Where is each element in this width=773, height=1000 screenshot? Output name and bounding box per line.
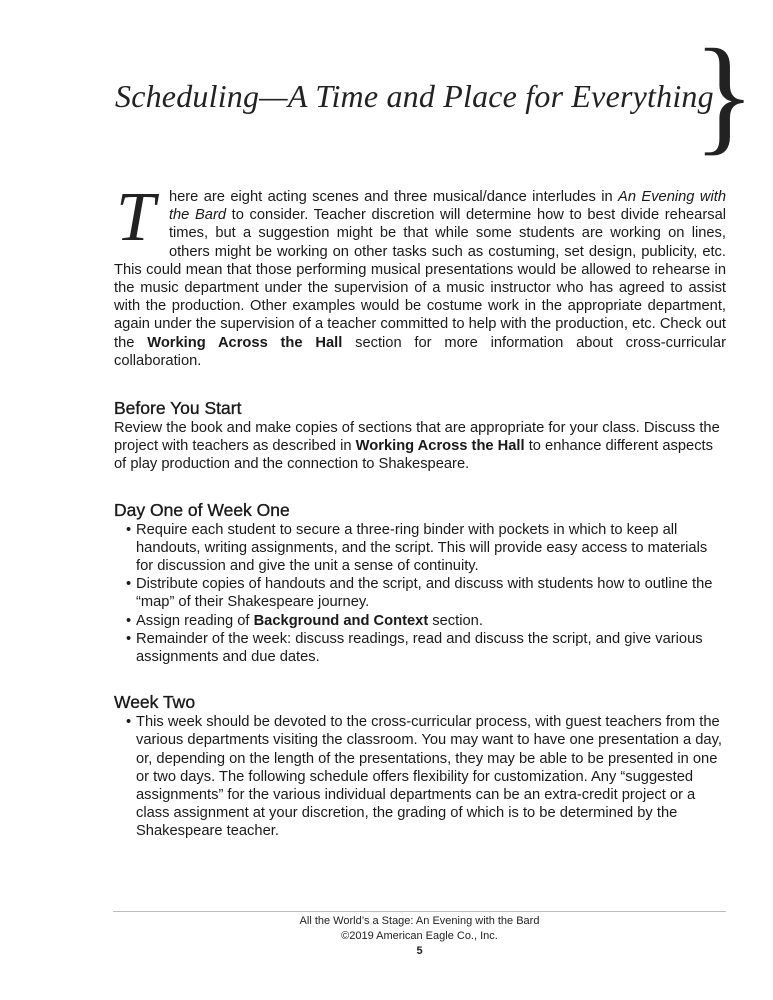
- drop-cap: T: [116, 179, 155, 256]
- list-item-text: section.: [428, 612, 483, 629]
- page-content: [114, 179, 726, 841]
- footer-copyright: ©2019 American Eagle Co., Inc.: [341, 930, 498, 942]
- list-item-section-reference: Background and Context: [253, 612, 429, 629]
- list-item: • Remainder of the week: discuss readings, read and discuss the script, and give various assignments and due dates.: [126, 630, 726, 666]
- list-item: • Distribute copies of handouts and the script, and discuss with students how to outline the “map” of their Shakespeare journey.: [126, 575, 726, 611]
- before-you-start-section: [114, 397, 726, 474]
- list-item: • This week should be devoted to the cross-curricular process, with guest teachers from the various departments visiting the classroom. You may want to have one presentation a day, or, depending on the length of the presentations, they may be able to be presented in one or two days. The following schedule offers flexibility for customization. Any “suggested assignments” for the various individual departments can be an extra-credit project or a class assignment at your discretion, the grading of which is to be determined by the Shakespeare teacher.: [126, 713, 726, 840]
- footer-book-title: All the World’s a Stage: An Evening with the Bard: [299, 915, 540, 927]
- page-footer: [113, 914, 726, 959]
- before-you-start-section-reference: Working Across the Hall: [355, 438, 525, 455]
- footer-divider: [113, 911, 726, 912]
- intro-text-1: here are eight acting scenes and three musical/dance interludes in: [168, 189, 619, 205]
- day-one-list: [114, 521, 726, 667]
- intro-text-3: section for more information about cross-curricular collaboration.: [114, 334, 726, 369]
- title-brace-ornament: }: [693, 23, 756, 167]
- intro-paragraph: [114, 179, 726, 370]
- list-item: [126, 612, 726, 630]
- week-two-section: [114, 691, 726, 840]
- before-you-start-paragraph: [114, 419, 726, 474]
- page-number: 5: [416, 945, 423, 957]
- intro-play-title: An Evening with the Bard: [168, 189, 726, 224]
- week-two-heading: Week Two: [114, 692, 196, 713]
- before-you-start-text-1: Review the book and make copies of sections that are appropriate for your class. Discuss the project with teachers as described in: [114, 420, 720, 455]
- before-you-start-text-2: to enhance different aspects of play production and the connection to Shakespeare.: [114, 438, 713, 473]
- before-you-start-heading: Before You Start: [114, 398, 242, 419]
- intro-section-reference: Working Across the Hall: [147, 334, 343, 351]
- day-one-section: [114, 499, 726, 667]
- week-two-list: [114, 713, 726, 840]
- list-item-text: Assign reading of: [136, 612, 254, 629]
- list-item: • Require each student to secure a three-ring binder with pockets in which to keep all handouts, writing assignments, and the script. This will provide easy access to materials for discussion and give the unit a sense of continuity.: [126, 521, 726, 576]
- page-title: Scheduling—A Time and Place for Everything: [115, 78, 714, 114]
- day-one-heading: Day One of Week One: [114, 499, 290, 520]
- intro-text-2: to consider. Teacher discretion will determine how to best divide rehearsal times, but a suggestion might be that while some students are working on lines, others might be working on other tasks such as costuming, set design, publicity, etc. This could mean that those performing musical presentations would be allowed to rehearse in the music department under the supervision of a music instructor who has agreed to assist with the production. Other examples would be costume work in the appropriate department, again under the supervision of a teacher committed to help with the production, etc. Check out the: [114, 207, 726, 351]
